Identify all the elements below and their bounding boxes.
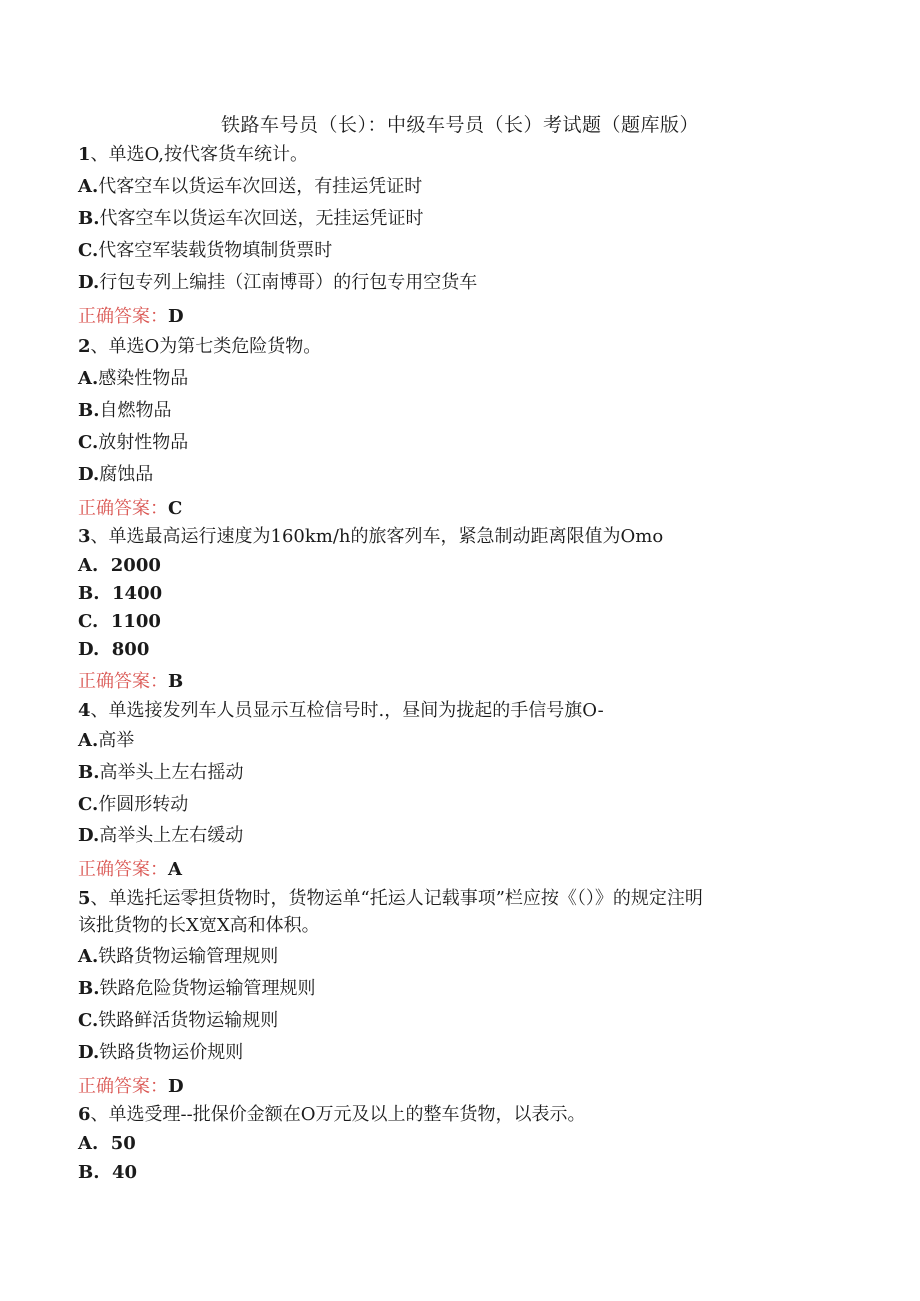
answer-value: C xyxy=(168,498,183,519)
question-text: 、单选最高运行速度为160km/h的旅客列车，紧急制动距离限值为Omo xyxy=(90,526,664,547)
option-text: 代客空车以货运车次回送，无挂运凭证时 xyxy=(99,208,424,229)
option-letter: B. xyxy=(78,583,100,604)
option-letter: B. xyxy=(78,400,100,421)
option-text: 1100 xyxy=(110,611,161,632)
option-letter: D. xyxy=(78,1042,100,1063)
question-4 xyxy=(78,698,838,724)
option-letter: A. xyxy=(78,176,99,197)
option-text: 放射性物品 xyxy=(98,432,189,453)
option-3d xyxy=(78,637,838,663)
question-text: 、单选O为第七类危险货物。 xyxy=(90,336,322,357)
option-text: 代客空车以货运车次回送，有挂运凭证时 xyxy=(98,176,423,197)
option-letter: B. xyxy=(78,1162,100,1183)
answer-value: D xyxy=(168,1076,184,1097)
answer-4 xyxy=(78,857,838,883)
option-2b xyxy=(78,398,838,424)
question-1 xyxy=(78,142,838,168)
question-3 xyxy=(78,524,838,550)
question-number: 2 xyxy=(78,336,91,357)
answer-label: 正确答案： xyxy=(78,498,168,519)
option-6b xyxy=(78,1160,838,1186)
option-6a xyxy=(78,1131,838,1157)
answer-value: B xyxy=(168,671,184,692)
option-letter: D. xyxy=(78,825,100,846)
option-letter: B. xyxy=(78,978,100,999)
answer-value: D xyxy=(168,306,184,327)
option-text: 铁路危险货物运输管理规则 xyxy=(99,978,316,999)
option-letter: C. xyxy=(78,611,99,632)
option-letter: A. xyxy=(78,730,99,751)
answer-label: 正确答案： xyxy=(78,859,168,880)
option-5c xyxy=(78,1008,838,1034)
option-text: 铁路货物运输管理规则 xyxy=(98,946,279,967)
option-letter: C. xyxy=(78,794,99,815)
option-2a xyxy=(78,366,838,392)
question-5-continued xyxy=(78,913,838,939)
option-1d xyxy=(78,270,838,296)
option-text: 高举头上左右摇动 xyxy=(99,762,244,783)
answer-1 xyxy=(78,304,838,330)
option-letter: D. xyxy=(78,464,100,485)
option-text: 2000 xyxy=(110,555,161,576)
answer-value: A xyxy=(168,859,182,880)
option-text: 800 xyxy=(111,639,150,660)
option-3c xyxy=(78,609,838,635)
option-text: 代客空军装载货物填制货票时 xyxy=(98,240,333,261)
option-text: 1400 xyxy=(112,583,163,604)
answer-label: 正确答案： xyxy=(78,306,168,327)
option-5d xyxy=(78,1040,838,1066)
option-letter: A. xyxy=(78,368,99,389)
question-text: 、单选O,按代客货车统计。 xyxy=(90,144,308,165)
answer-2 xyxy=(78,496,838,522)
answer-label: 正确答案： xyxy=(78,1076,168,1097)
option-5a xyxy=(78,944,838,970)
option-letter: B. xyxy=(78,762,100,783)
option-text: 高举 xyxy=(98,730,135,751)
option-text: 高举头上左右缓动 xyxy=(99,825,244,846)
question-number: 1 xyxy=(78,144,91,165)
option-letter: C. xyxy=(78,432,99,453)
question-text: 、单选受理--批保价金额在O万元及以上的整车货物，以表示。 xyxy=(90,1104,586,1125)
question-number: 6 xyxy=(78,1104,91,1125)
option-text: 自燃物品 xyxy=(99,400,172,421)
option-letter: B. xyxy=(78,208,100,229)
question-text: 、单选接发列车人员显示互检信号时.，昼间为拢起的手信号旗O- xyxy=(90,700,604,721)
option-text: 行包专列上编挂（江南博哥）的行包专用空货车 xyxy=(99,272,478,293)
option-letter: A. xyxy=(78,555,99,576)
answer-5 xyxy=(78,1074,838,1100)
option-text: 作圆形转动 xyxy=(98,794,189,815)
option-letter: D. xyxy=(78,639,100,660)
option-text: 铁路鲜活货物运输规则 xyxy=(98,1010,279,1031)
answer-3 xyxy=(78,669,838,695)
page-title: 铁路车号员（长）：中级车号员（长）考试题（题库版） xyxy=(220,114,699,136)
option-2c xyxy=(78,430,838,456)
option-text: 腐蚀品 xyxy=(99,464,154,485)
option-3a xyxy=(78,553,838,579)
option-letter: D. xyxy=(78,272,100,293)
question-text: 、单选托运零担货物时，货物运单“托运人记载事项”栏应按《（）》的规定注明 xyxy=(90,888,703,909)
option-2d xyxy=(78,462,838,488)
option-5b xyxy=(78,976,838,1002)
option-4a xyxy=(78,728,838,754)
question-6 xyxy=(78,1102,838,1128)
option-3b xyxy=(78,581,838,607)
question-text-continued: 该批货物的长X宽X高和体积。 xyxy=(78,915,320,936)
option-text: 铁路货物运价规则 xyxy=(99,1042,244,1063)
option-text: 感染性物品 xyxy=(98,368,189,389)
option-1a xyxy=(78,174,838,200)
option-text: 50 xyxy=(110,1133,136,1154)
option-letter: C. xyxy=(78,1010,99,1031)
option-1c xyxy=(78,238,838,264)
answer-label: 正确答案： xyxy=(78,671,168,692)
question-number: 5 xyxy=(78,888,91,909)
option-letter: C. xyxy=(78,240,99,261)
option-letter: A. xyxy=(78,946,99,967)
question-number: 3 xyxy=(78,526,91,547)
question-number: 4 xyxy=(78,700,91,721)
option-4c xyxy=(78,792,838,818)
question-5 xyxy=(78,886,838,912)
option-1b xyxy=(78,206,838,232)
option-letter: A. xyxy=(78,1133,99,1154)
option-4d xyxy=(78,823,838,849)
option-4b xyxy=(78,760,838,786)
option-text: 40 xyxy=(112,1162,138,1183)
question-2 xyxy=(78,334,838,360)
